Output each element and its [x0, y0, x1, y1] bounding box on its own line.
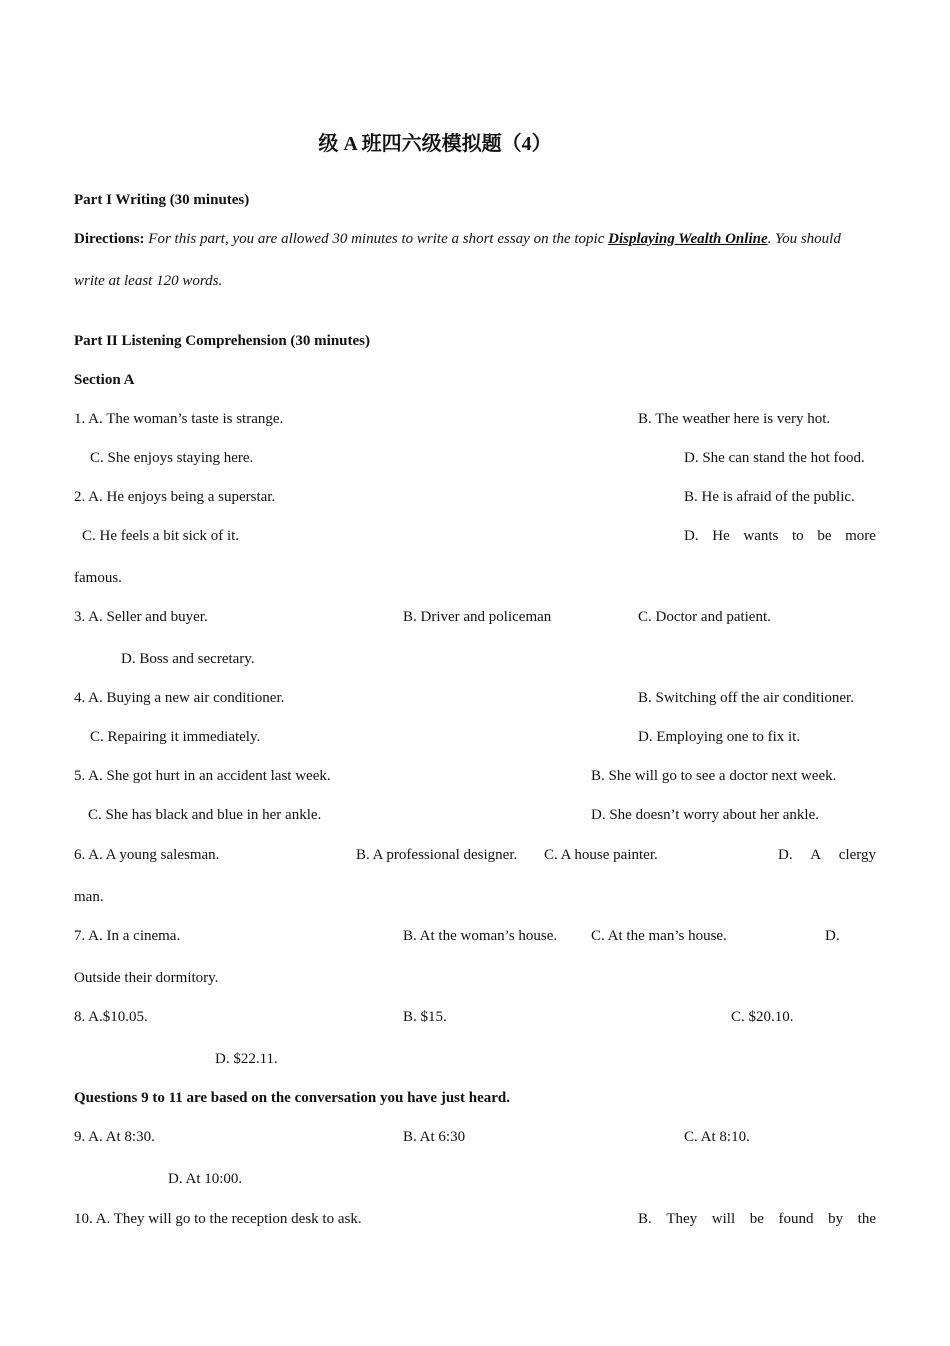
q8-option-c: C. $20.10.: [731, 1009, 794, 1025]
q1-option-b: B. The weather here is very hot.: [638, 411, 831, 427]
q9-option-a: 9. A. At 8:30.: [74, 1129, 155, 1145]
q1-option-d: D. She can stand the hot food.: [684, 450, 865, 466]
q2-option-a: 2. A. He enjoys being a superstar.: [74, 489, 276, 505]
q2-option-b: B. He is afraid of the public.: [684, 489, 855, 505]
q7-option-d-continued: Outside their dormitory.: [74, 970, 219, 986]
q10-option-b: [638, 1209, 876, 1229]
q5-option-a: 5. A. She got hurt in an accident last week.: [74, 768, 331, 784]
directions-text-end: . You should: [767, 231, 841, 247]
essay-topic: Displaying Wealth Online: [608, 231, 768, 247]
q10b-word: the: [857, 1211, 876, 1227]
q2d-word: He: [712, 528, 730, 544]
q9-option-c: C. At 8:10.: [684, 1129, 750, 1145]
q5-option-c: C. She has black and blue in her ankle.: [88, 807, 322, 823]
q6-option-a: 6. A. A young salesman.: [74, 847, 220, 863]
q7-option-c: C. At the man’s house.: [591, 928, 727, 944]
q10b-word: be: [749, 1211, 764, 1227]
q4-option-b: B. Switching off the air conditioner.: [638, 690, 854, 706]
q7-option-a: 7. A. In a cinema.: [74, 928, 181, 944]
section-a-heading: Section A: [74, 372, 135, 388]
q6-option-c: C. A house painter.: [544, 847, 658, 863]
q3-option-d: D. Boss and secretary.: [121, 651, 255, 667]
part1-heading: Part I Writing (30 minutes): [74, 192, 250, 208]
q4-option-a: 4. A. Buying a new air conditioner.: [74, 690, 285, 706]
q2d-word: be: [817, 528, 832, 544]
q6d-word: D.: [778, 847, 793, 863]
q6-option-d-continued: man.: [74, 889, 104, 905]
q8-option-a: 8. A.$10.05.: [74, 1009, 148, 1025]
q2-option-c: C. He feels a bit sick of it.: [82, 528, 240, 544]
q7-option-b: B. At the woman’s house.: [403, 928, 558, 944]
q8-option-b: B. $15.: [403, 1009, 447, 1025]
part2-heading: Part II Listening Comprehension (30 minutes): [74, 333, 370, 349]
q1-option-c: C. She enjoys staying here.: [90, 450, 254, 466]
q3-option-a: 3. A. Seller and buyer.: [74, 609, 208, 625]
q10b-word: will: [711, 1211, 736, 1227]
q6-option-d: [778, 845, 876, 865]
q5-option-b: B. She will go to see a doctor next week.: [591, 768, 837, 784]
q10-option-a: 10. A. They will go to the reception desk to ask.: [74, 1211, 362, 1227]
q8-option-d: D. $22.11.: [215, 1051, 278, 1067]
q9-option-d: D. At 10:00.: [168, 1171, 243, 1187]
q2-option-d-continued: famous.: [74, 570, 122, 586]
q2-option-d: [684, 526, 876, 546]
q6d-word: A: [810, 847, 822, 863]
q4-option-d: D. Employing one to fix it.: [638, 729, 801, 745]
q10b-word: found: [778, 1211, 814, 1227]
q5-option-d: D. She doesn’t worry about her ankle.: [591, 807, 820, 823]
q2d-word: to: [792, 528, 804, 544]
directions-line1: [74, 229, 841, 249]
q4-option-c: C. Repairing it immediately.: [90, 729, 261, 745]
directions-text: For this part, you are allowed 30 minutes to write a short essay on the topic: [144, 231, 609, 247]
directions-line2: write at least 120 words.: [74, 273, 223, 289]
conversation-note: Questions 9 to 11 are based on the conversation you have just heard.: [74, 1090, 510, 1106]
q10b-word: They: [666, 1211, 698, 1227]
q7-option-d: D.: [825, 928, 840, 944]
q10b-word: B.: [638, 1211, 652, 1227]
q2d-word: wants: [743, 528, 779, 544]
q3-option-c: C. Doctor and patient.: [638, 609, 771, 625]
q10b-word: by: [828, 1211, 844, 1227]
document-title: 级 A 班四六级模拟题（4）: [318, 133, 552, 155]
q1-option-a: 1. A. The woman’s taste is strange.: [74, 411, 284, 427]
q6d-word: clergy: [838, 847, 876, 863]
q6-option-b: B. A professional designer.: [356, 847, 518, 863]
q3-option-b: B. Driver and policeman: [403, 609, 552, 625]
q9-option-b: B. At 6:30: [403, 1129, 466, 1145]
directions-label: Directions:: [74, 231, 145, 247]
q2d-word: more: [845, 528, 876, 544]
q2d-word: D.: [684, 528, 699, 544]
